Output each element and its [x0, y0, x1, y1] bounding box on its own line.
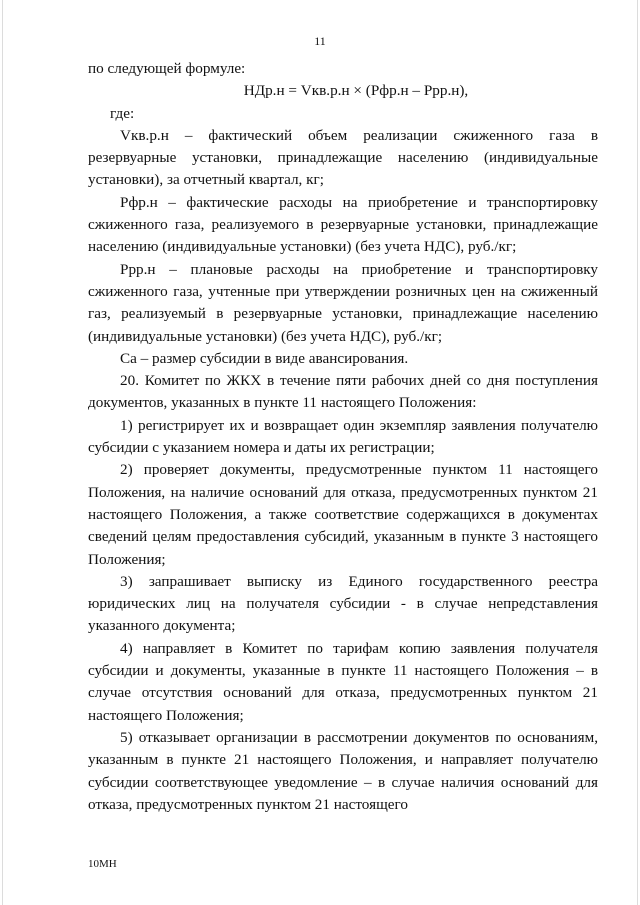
- clause-20: 20. Комитет по ЖКХ в течение пяти рабочих дней со дня поступления документов, указанных в пункте 11 настоящего Положения:: [88, 372, 598, 412]
- clause-20-item-4: 4) направляет в Комитет по тарифам копию заявления получателя субсидии и документы, указанные в пункте 11 настоящего Положения – в случае отсутствия оснований для отказа, предусмотренных пунктом 21 настоящего Положения;: [88, 639, 598, 724]
- footer-code: 10МН: [88, 858, 117, 870]
- clause-20-item-5: 5) отказывает организации в рассмотрении документов по основаниям, указанным в пункте 21 настоящего Положения, и направляет получателю субсидии соответствующее уведомление – в случае наличия оснований для отказа, предусмотренных пунктом 21 настоящего: [88, 728, 598, 813]
- page-edge-right: [637, 0, 638, 905]
- clause-20-item-2: 2) проверяет документы, предусмотренные пунктом 11 настоящего Положения, на наличие оснований для отказа, предусмотренных пунктом 21 настоящего Положения, а также соответствие содержащихся в документах сведений целям предоставления субсидий, указанным в пункте 3 настоящего Положения;: [88, 461, 598, 568]
- clause-20-item-1: 1) регистрирует их и возвращает один экземпляр заявления получателю субсидии с указанием номера и даты их регистрации;: [88, 416, 598, 457]
- formula: НДр.н = Vкв.р.н × (Рфр.н – Ррр.н),: [243, 82, 469, 100]
- where-label: где:: [110, 104, 135, 122]
- intro-line: по следующей формуле:: [88, 60, 246, 77]
- definition-rfr: Рфр.н – фактические расходы на приобретение и транспортировку сжиженного газа, реализуемого в резервуарные установки, принадлежащие населению (индивидуальные установки) (без учета НДС), руб./кг;: [88, 193, 598, 256]
- definition-vkv: Vкв.р.н – фактический объем реализации сжиженного газа в резервуарные установки, принадлежащие населению (индивидуальные установки), за отчетный квартал, кг;: [88, 126, 598, 189]
- clause-20-item-3: 3) запрашивает выписку из Единого государственного реестра юридических лиц на получателя субсидии - в случае непредставления указанного документа;: [88, 572, 598, 635]
- page-number: 11: [314, 34, 326, 48]
- page-edge-left: [2, 0, 3, 905]
- definition-sa: Са – размер субсидии в виде авансирования.: [120, 349, 409, 367]
- definition-rrr: Ррр.н – плановые расходы на приобретение и транспортировку сжиженного газа, учтенные при утверждении розничных цен на сжиженный газ, реализуемый в резервуарные установки, принадлежащие населению (индивидуальные установки) (без учета НДС), руб./кг;: [88, 260, 598, 345]
- document-body: [88, 58, 598, 816]
